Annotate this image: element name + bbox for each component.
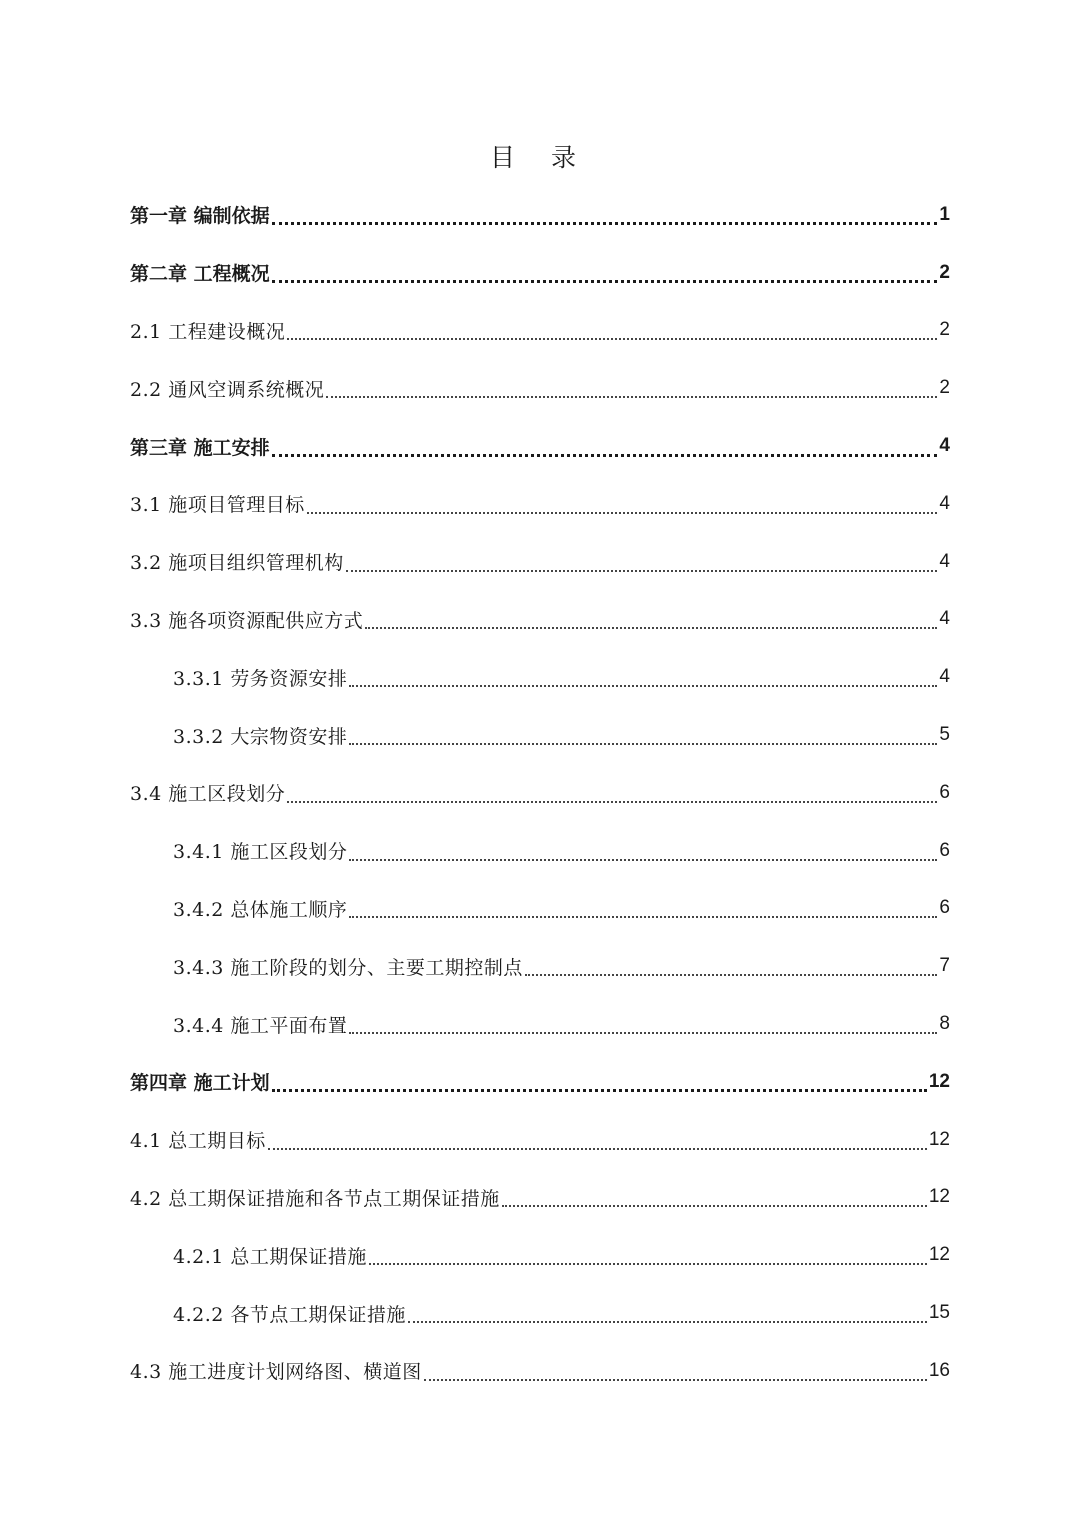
toc-entry[interactable] — [0, 1226, 1080, 1284]
toc-title: 目 录 — [490, 143, 590, 172]
toc-entry-label: 3.4.4 施工平面布置 — [173, 1014, 348, 1037]
toc-entry-page-number: 8 — [939, 1013, 950, 1035]
toc-entry[interactable] — [0, 244, 1080, 302]
toc-dot-leader — [272, 454, 938, 457]
toc-entry[interactable] — [0, 995, 1080, 1053]
toc-entry[interactable] — [0, 822, 1080, 880]
toc-entry-label: 3.4.3 施工阶段的划分、主要工期控制点 — [173, 956, 523, 979]
toc-entry-label: 3.1 施项目管理目标 — [130, 494, 305, 517]
toc-entry-page-number: 2 — [939, 377, 950, 399]
toc-entry-label: 4.2 总工期保证措施和各节点工期保证措施 — [130, 1187, 500, 1210]
toc-entry-page-number: 4 — [939, 492, 950, 514]
toc-entry[interactable] — [0, 1284, 1080, 1342]
toc-entry[interactable] — [0, 1053, 1080, 1111]
toc-dot-leader — [272, 1089, 927, 1092]
toc-entry[interactable] — [0, 706, 1080, 764]
toc-entry-page-number: 12 — [928, 1186, 950, 1208]
toc-entry-page-number: 4 — [939, 666, 950, 688]
toc-entry[interactable] — [0, 880, 1080, 938]
toc-entry-label: 第一章 编制依据 — [130, 205, 270, 228]
toc-dot-leader — [408, 1321, 927, 1323]
toc-entry-label: 4.1 总工期目标 — [130, 1130, 266, 1153]
toc-dot-leader — [326, 396, 937, 398]
toc-entry-label: 3.2 施项目组织管理机构 — [130, 552, 344, 575]
toc-entry-label: 3.3.2 大宗物资安排 — [173, 725, 348, 748]
toc-entry-page-number: 2 — [939, 261, 950, 283]
toc-entry[interactable] — [0, 302, 1080, 360]
toc-entry-label: 4.2.1 总工期保证措施 — [173, 1245, 367, 1268]
toc-entry-label: 第四章 施工计划 — [130, 1072, 270, 1095]
toc-dot-leader — [349, 859, 937, 861]
toc-entry[interactable] — [0, 475, 1080, 533]
toc-entry-label: 第三章 施工安排 — [130, 436, 270, 459]
toc-entry-page-number: 12 — [928, 1128, 950, 1150]
toc-entry[interactable] — [0, 1111, 1080, 1169]
toc-dot-leader — [272, 280, 938, 283]
toc-entry-label: 3.3 施各项资源配供应方式 — [130, 609, 364, 632]
toc-entry-page-number: 6 — [939, 897, 950, 919]
toc-entry-label: 3.4.1 施工区段划分 — [173, 841, 348, 864]
toc-dot-leader — [346, 570, 938, 572]
toc-entry-page-number: 12 — [928, 1244, 950, 1266]
toc-entry-page-number: 7 — [939, 955, 950, 977]
toc-entry-page-number: 12 — [928, 1070, 950, 1092]
toc-entry[interactable] — [0, 591, 1080, 649]
toc-entry[interactable] — [0, 417, 1080, 475]
toc-list — [0, 186, 1080, 1400]
toc-dot-leader — [502, 1205, 927, 1207]
toc-dot-leader — [349, 685, 937, 687]
toc-dot-leader — [365, 627, 937, 629]
toc-entry-page-number: 6 — [939, 781, 950, 803]
toc-dot-leader — [349, 743, 937, 745]
toc-entry[interactable] — [0, 648, 1080, 706]
toc-entry-page-number: 4 — [939, 435, 950, 457]
toc-entry[interactable] — [0, 1169, 1080, 1227]
toc-entry-label: 第二章 工程概况 — [130, 263, 270, 286]
toc-dot-leader — [307, 512, 938, 514]
toc-entry-page-number: 2 — [939, 319, 950, 341]
toc-entry-label: 3.4.2 总体施工顺序 — [173, 898, 348, 921]
toc-entry-label: 4.3 施工进度计划网络图、横道图 — [130, 1361, 422, 1384]
toc-entry-page-number: 6 — [939, 839, 950, 861]
toc-entry-page-number: 4 — [939, 550, 950, 572]
toc-entry-page-number: 5 — [939, 724, 950, 746]
toc-entry-label: 4.2.2 各节点工期保证措施 — [173, 1303, 406, 1326]
toc-entry-page-number: 4 — [939, 608, 950, 630]
toc-entry-label: 3.3.1 劳务资源安排 — [173, 667, 348, 690]
toc-dot-leader — [349, 1032, 937, 1034]
toc-entry[interactable] — [0, 1342, 1080, 1400]
toc-dot-leader — [525, 974, 938, 976]
toc-dot-leader — [369, 1263, 927, 1265]
toc-entry-page-number: 16 — [928, 1359, 950, 1381]
toc-dot-leader — [272, 222, 938, 225]
toc-entry[interactable] — [0, 937, 1080, 995]
toc-entry-page-number: 15 — [928, 1302, 950, 1324]
toc-dot-leader — [349, 916, 937, 918]
toc-dot-leader — [287, 801, 937, 803]
toc-entry-page-number: 1 — [939, 203, 950, 225]
toc-dot-leader — [287, 338, 937, 340]
toc-entry-label: 2.1 工程建设概况 — [130, 320, 286, 343]
toc-entry-label: 3.4 施工区段划分 — [130, 783, 286, 806]
toc-entry[interactable] — [0, 359, 1080, 417]
toc-dot-leader — [268, 1148, 927, 1150]
toc-entry[interactable] — [0, 186, 1080, 244]
toc-entry[interactable] — [0, 533, 1080, 591]
toc-entry-label: 2.2 通风空调系统概况 — [130, 378, 325, 401]
toc-dot-leader — [424, 1379, 927, 1381]
toc-entry[interactable] — [0, 764, 1080, 822]
